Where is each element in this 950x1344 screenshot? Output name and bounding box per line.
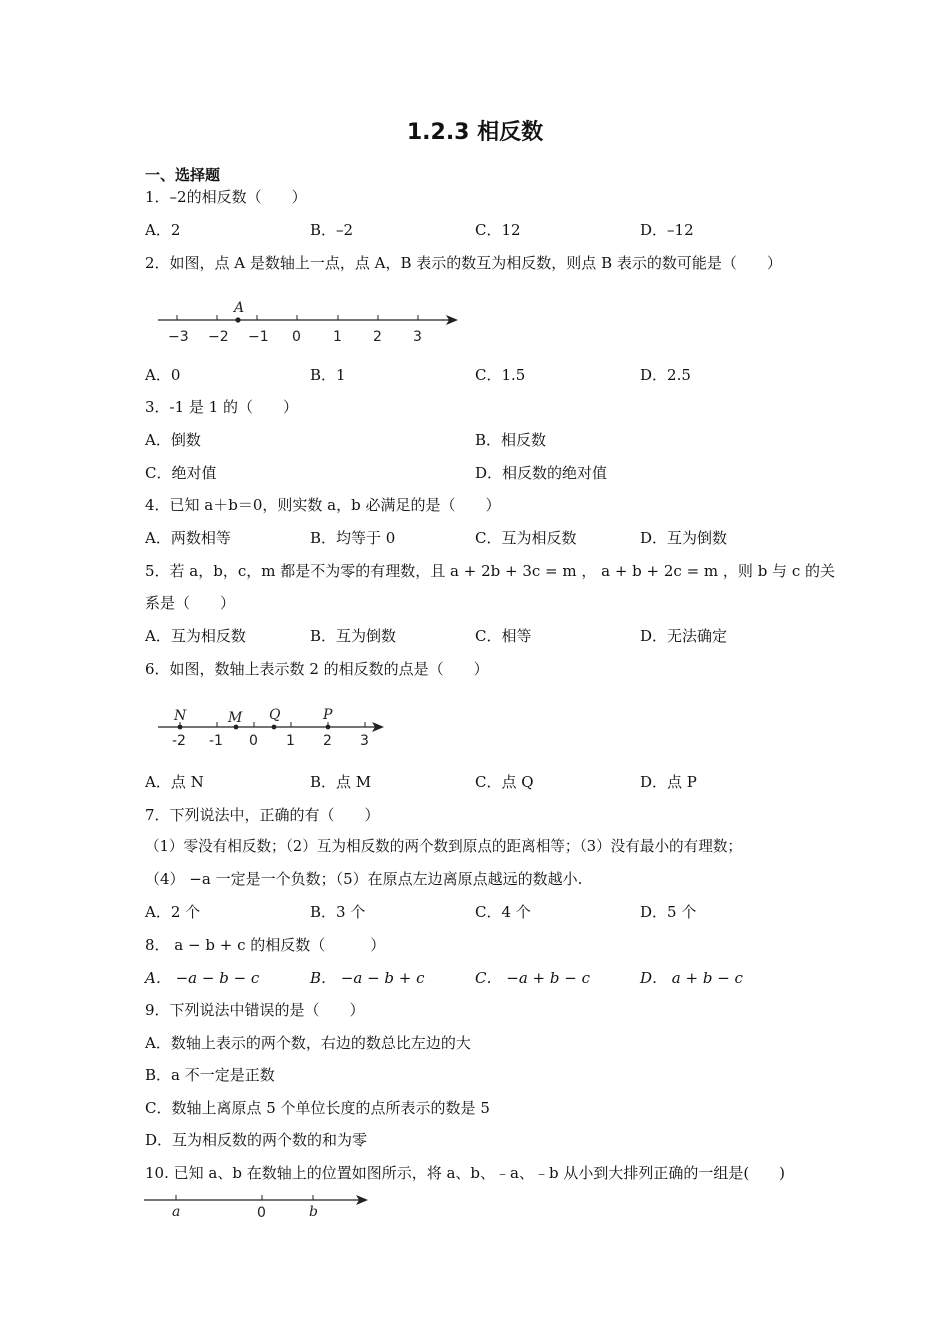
q2-tick-label: −2 <box>208 329 229 345</box>
q6-option-b: B．点 M <box>310 773 372 791</box>
q6-tick-label: 0 <box>249 733 258 749</box>
question-7-stem: 7．下列说法中，正确的有（ ） <box>145 806 380 824</box>
q1-option-a: A．2 <box>145 221 181 239</box>
q3-option-d: D．相反数的绝对值 <box>475 464 608 482</box>
q2-ticks <box>177 315 418 320</box>
question-2-stem: 2．如图，点 A 是数轴上一点，点 A，B 表示的数互为相反数，则点 B 表示的数可能是（ ） <box>145 254 782 272</box>
question-5-stem-line-2: 系是（ ） <box>145 594 236 612</box>
q8-option-d: D． a + b − c <box>640 969 743 987</box>
question-6-stem: 6．如图，数轴上表示数 2 的相反数的点是（ ） <box>145 660 489 678</box>
q6-tick-label: -1 <box>209 733 223 749</box>
q4-option-d: D．互为倒数 <box>640 529 728 547</box>
question-8-stem: 8． a − b + c 的相反数（ ） <box>145 936 386 954</box>
q7-option-d: D．5 个 <box>640 903 697 921</box>
q2-tick-label: 2 <box>373 329 382 345</box>
question-4-stem: 4．已知 a＋b＝0，则实数 a，b 必满足的是（ ） <box>145 496 501 514</box>
q8-option-a: A． −a − b − c <box>145 969 260 987</box>
q3-option-a: A．倒数 <box>145 431 201 449</box>
q9-option-d: D．互为相反数的两个数的和为零 <box>145 1131 368 1149</box>
figure-number-line-q10 <box>142 1190 382 1220</box>
q2-option-b: B．1 <box>310 366 346 384</box>
q5-option-a: A．互为相反数 <box>145 627 246 645</box>
q6-point-q-label: Q <box>269 707 281 723</box>
q6-point-q-dot <box>272 725 277 730</box>
q1-option-d: D．–12 <box>640 221 694 239</box>
q3-option-b: B．相反数 <box>475 431 547 449</box>
q5-option-c: C．相等 <box>475 627 532 645</box>
q2-point-a-dot <box>235 317 240 322</box>
q2-option-a: A．0 <box>145 366 181 384</box>
q10-origin-label: 0 <box>257 1205 266 1221</box>
q3-option-c: C．绝对值 <box>145 464 217 482</box>
question-7-statement-line-2: （4） −a 一定是一个负数；（5）在原点左边离原点越远的数越小. <box>145 870 583 888</box>
page-title: 1.2.3 相反数 <box>406 120 544 145</box>
figure-number-line-q6 <box>152 702 392 750</box>
section-heading: 一、选择题 <box>145 166 221 184</box>
q10-point-b-label: b <box>309 1204 318 1220</box>
q6-point-n-label: N <box>174 708 187 724</box>
q6-tick-label: 1 <box>286 733 295 749</box>
question-5-stem-line-1: 5．若 a，b，c，m 都是不为零的有理数，且 a + 2b + 3c = m ， a + b + 2c = m ，则 b 与 c 的关 <box>145 562 835 580</box>
q6-point-n-dot <box>178 725 183 730</box>
figure-number-line-q2 <box>150 294 470 350</box>
q4-option-a: A．两数相等 <box>145 529 231 547</box>
q9-option-b: B．a 不一定是正数 <box>145 1066 275 1084</box>
q2-tick-label: 0 <box>292 329 301 345</box>
q8-option-b: B． −a − b + c <box>310 969 425 987</box>
q6-point-m-label: M <box>228 710 243 726</box>
q2-point-a-label: A <box>234 300 245 316</box>
question-10-stem: 10. 已知 a、b 在数轴上的位置如图所示，将 a、b、﹣a、﹣b 从小到大排列正确的一组是( ) <box>145 1164 786 1182</box>
question-3-stem: 3．-1 是 1 的（ ） <box>145 398 299 416</box>
q7-option-a: A．2 个 <box>145 903 201 921</box>
q2-tick-label: 1 <box>333 329 342 345</box>
q2-tick-label: −3 <box>168 329 189 345</box>
q7-option-b: B．3 个 <box>310 903 366 921</box>
q9-option-a: A．数轴上表示的两个数，右边的数总比左边的大 <box>145 1034 471 1052</box>
q7-option-c: C．4 个 <box>475 903 531 921</box>
q6-tick-label: 2 <box>323 733 332 749</box>
q2-option-d: D．2.5 <box>640 366 691 384</box>
question-7-statement-line-1: （1）零没有相反数；（2）互为相反数的两个数到原点的距离相等；（3）没有最小的有理数； <box>145 838 743 855</box>
q5-option-d: D．无法确定 <box>640 627 728 645</box>
question-9-stem: 9．下列说法中错误的是（ ） <box>145 1001 365 1019</box>
q8-option-c: C． −a + b − c <box>475 969 590 987</box>
q5-option-b: B．互为倒数 <box>310 627 397 645</box>
q6-option-d: D．点 P <box>640 773 697 791</box>
q6-option-c: C．点 Q <box>475 773 534 791</box>
q9-option-c: C．数轴上离原点 5 个单位长度的点所表示的数是 5 <box>145 1099 490 1117</box>
q1-option-b: B．–2 <box>310 221 354 239</box>
q2-tick-label: −1 <box>248 329 269 345</box>
question-1-stem: 1．–2的相反数（ ） <box>145 188 307 206</box>
q1-option-c: C．12 <box>475 221 521 239</box>
q4-option-b: B．均等于 0 <box>310 529 396 547</box>
q4-option-c: C．互为相反数 <box>475 529 577 547</box>
q2-option-c: C．1.5 <box>475 366 526 384</box>
q2-tick-label: 3 <box>413 329 422 345</box>
q6-tick-label: 3 <box>360 733 369 749</box>
q10-point-a-label: a <box>172 1204 181 1220</box>
q6-point-p-dot <box>326 725 331 730</box>
q6-point-p-label: P <box>323 707 333 723</box>
q6-tick-label: -2 <box>172 733 186 749</box>
q6-option-a: A．点 N <box>145 773 204 791</box>
